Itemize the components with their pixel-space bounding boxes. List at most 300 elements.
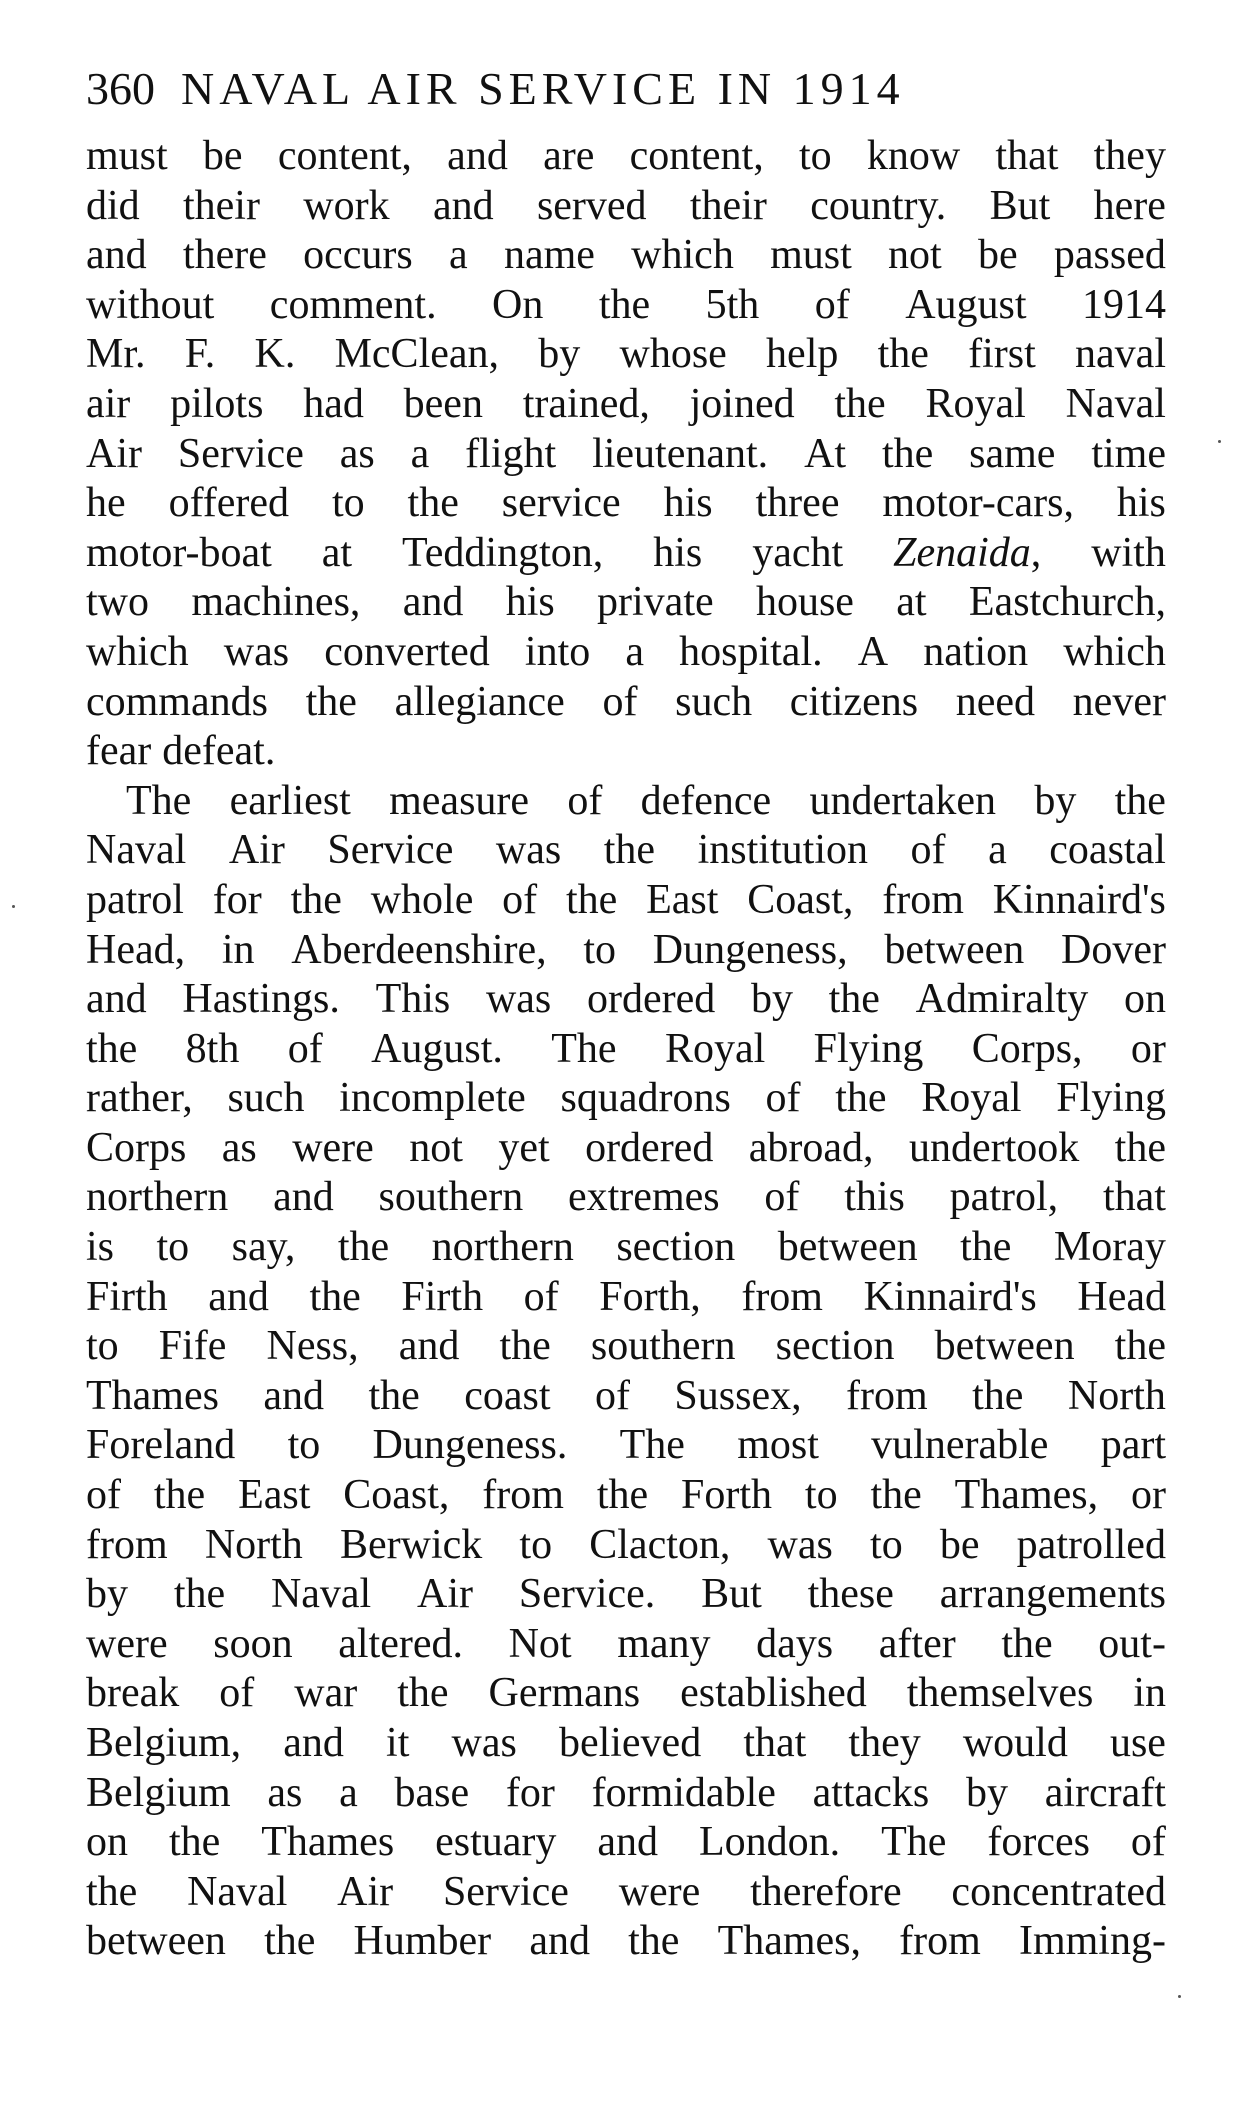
word: his: [663, 480, 713, 527]
word: was: [223, 628, 290, 675]
word: Imming-: [1018, 1918, 1166, 1965]
word: content,: [277, 133, 412, 179]
word: soon: [213, 1620, 293, 1667]
word: in: [1133, 1670, 1166, 1717]
word: such: [227, 1075, 305, 1122]
word: Thames,: [954, 1472, 1099, 1519]
word: At: [804, 430, 847, 477]
word: of: [764, 1174, 800, 1221]
word: Ness,: [266, 1323, 359, 1370]
word: was: [495, 827, 562, 874]
text-line: [86, 1421, 1166, 1471]
word: the: [499, 1323, 551, 1370]
word: three: [755, 480, 840, 527]
word: help: [766, 331, 839, 378]
word: by: [1034, 777, 1077, 824]
word: base: [394, 1769, 470, 1816]
body-text: [86, 132, 1166, 1967]
word: into: [524, 628, 591, 675]
word: Germans: [488, 1670, 641, 1717]
word: ordered: [586, 976, 716, 1023]
word: the: [835, 1075, 887, 1122]
word: the: [603, 827, 656, 874]
running-title: NAVAL AIR SERVICE IN 1914: [181, 63, 905, 114]
word: between: [934, 1323, 1075, 1370]
word: these: [807, 1571, 894, 1618]
word: of: [502, 876, 538, 923]
word: and: [208, 1273, 269, 1320]
word: and: [86, 232, 147, 279]
word: Thames: [86, 1372, 219, 1419]
word: that: [1102, 1174, 1166, 1221]
word: Belgium,: [86, 1720, 242, 1766]
word: time: [1091, 430, 1166, 477]
word: from: [482, 1472, 564, 1519]
word: Forth,: [599, 1273, 701, 1320]
word: the: [870, 1472, 922, 1519]
word: commands: [86, 678, 268, 725]
word: undertook: [908, 1124, 1080, 1171]
word: were: [618, 1868, 701, 1915]
text-line: [86, 380, 1166, 430]
word: most: [737, 1422, 819, 1469]
word: Aberdeenshire,: [291, 926, 547, 973]
word: with: [1091, 529, 1166, 576]
word: the: [407, 480, 459, 527]
word: and: [432, 182, 494, 229]
print-speck: [12, 905, 15, 908]
word: the: [828, 976, 880, 1023]
word: to: [287, 1422, 321, 1469]
word: work: [303, 182, 390, 229]
word: Service: [327, 827, 454, 874]
word: not: [888, 232, 942, 279]
word: Royal: [664, 1025, 766, 1072]
word: the: [337, 1224, 390, 1271]
word: their: [183, 182, 260, 229]
word: after: [878, 1620, 956, 1667]
word: Royal: [921, 1075, 1022, 1122]
word: and: [402, 579, 464, 626]
word: occurs: [303, 232, 413, 279]
word: of: [602, 678, 638, 725]
word: pilots: [170, 380, 264, 427]
word: and: [273, 1174, 334, 1221]
word: The: [551, 1025, 617, 1072]
word: therefore: [750, 1868, 902, 1915]
text-line: [86, 826, 1166, 876]
word: earliest: [229, 777, 351, 824]
word: defeat.: [162, 728, 276, 775]
word: section: [616, 1224, 736, 1271]
word: by: [750, 976, 793, 1023]
word: naval: [1075, 331, 1166, 378]
word: Air: [337, 1868, 394, 1915]
word: from: [846, 1372, 928, 1419]
word: not: [409, 1124, 463, 1171]
word: whole: [370, 876, 474, 923]
word: joined: [689, 380, 795, 427]
word: the: [1114, 1124, 1166, 1171]
text-line: [86, 678, 1166, 728]
text-line: [86, 1669, 1166, 1719]
word: of: [567, 777, 603, 824]
word: he: [86, 480, 126, 527]
word: northern: [86, 1174, 229, 1221]
text-line: [86, 1124, 1166, 1174]
word: had: [303, 380, 364, 427]
text-line: [86, 926, 1166, 976]
word: between: [777, 1224, 918, 1271]
word: rather,: [86, 1075, 193, 1122]
word: yacht: [752, 529, 844, 576]
word: machines,: [191, 579, 361, 626]
word: from: [882, 876, 964, 923]
word: of: [219, 1670, 255, 1717]
word: which: [631, 232, 734, 279]
word: the: [290, 876, 342, 923]
word: to: [870, 1521, 903, 1568]
text-line: [86, 1025, 1166, 1075]
word: the: [305, 678, 357, 725]
word: the: [881, 430, 934, 477]
word: part: [1100, 1422, 1166, 1469]
word: would: [962, 1720, 1068, 1766]
word: they: [848, 1720, 921, 1766]
word: Zenaida: [893, 529, 1031, 576]
word: was: [451, 1720, 517, 1766]
word: service: [501, 480, 621, 527]
word: Zenaida,: [893, 529, 1042, 576]
word: from: [86, 1521, 168, 1568]
word: North: [204, 1521, 303, 1568]
word: ordered: [585, 1124, 714, 1171]
word: Admiralty: [915, 976, 1089, 1023]
word: Fife: [158, 1323, 227, 1370]
text-line: [86, 281, 1166, 331]
word: Kinnaird's: [863, 1273, 1037, 1320]
word: established: [680, 1670, 867, 1717]
word: of: [814, 281, 850, 328]
word: name: [503, 232, 595, 279]
word: by: [965, 1769, 1008, 1816]
word: they: [1093, 133, 1166, 179]
word: a: [339, 1769, 358, 1816]
word: Air: [228, 827, 285, 874]
text-line: [86, 1223, 1166, 1273]
word: as: [267, 1769, 303, 1816]
word: section: [775, 1323, 895, 1370]
text-line: [86, 1521, 1166, 1571]
word: and: [597, 1819, 659, 1866]
word: and: [529, 1918, 590, 1965]
text-line: [86, 1471, 1166, 1521]
word: A: [857, 628, 889, 675]
word: it: [386, 1720, 410, 1766]
word: yet: [498, 1124, 550, 1171]
word: measure: [389, 777, 530, 824]
text-line: [86, 529, 1166, 579]
word: Moray: [1053, 1224, 1166, 1271]
word: to: [804, 1472, 838, 1519]
word: August: [905, 281, 1027, 328]
running-head: [86, 58, 1166, 120]
word: the: [1114, 1323, 1166, 1370]
word: know: [866, 133, 961, 179]
word: Eastchurch,: [968, 579, 1166, 626]
word: vulnerable: [871, 1422, 1049, 1469]
word: many: [617, 1620, 711, 1667]
word: Air: [417, 1571, 474, 1618]
word: air: [86, 380, 131, 427]
book-page: [86, 58, 1166, 1967]
word: Flying: [813, 1025, 924, 1072]
word: of: [86, 1472, 121, 1519]
word: Sussex,: [674, 1372, 802, 1419]
word: and: [263, 1372, 325, 1419]
text-line: [86, 1818, 1166, 1868]
word: Dungeness.: [372, 1422, 568, 1469]
word: between: [86, 1918, 226, 1965]
word: content,: [629, 133, 764, 179]
word: of: [523, 1273, 559, 1320]
text-line: [86, 182, 1166, 232]
word: the: [397, 1670, 449, 1717]
word: southern: [378, 1174, 524, 1221]
word: undertaken: [809, 777, 997, 824]
word: aircraft: [1044, 1769, 1166, 1816]
word: Royal: [925, 380, 1026, 427]
word: the: [264, 1918, 316, 1965]
word: was: [767, 1521, 833, 1568]
word: hospital.: [679, 628, 823, 675]
word: at: [321, 529, 353, 576]
word: that: [995, 133, 1059, 179]
word: must: [86, 133, 168, 179]
word: extremes: [568, 1174, 720, 1221]
word: first: [968, 331, 1036, 378]
word: abroad,: [748, 1124, 874, 1171]
word: in: [221, 926, 255, 973]
word: the: [877, 331, 929, 378]
word: comment.: [269, 281, 437, 328]
word: Flying: [1056, 1075, 1166, 1122]
word: fear: [86, 728, 152, 775]
word: But: [701, 1571, 762, 1618]
text-line: [86, 1570, 1166, 1620]
word: which: [86, 628, 189, 675]
word: institution: [697, 827, 868, 874]
word: 5th: [705, 281, 760, 328]
word: Corps: [86, 1124, 187, 1171]
word: southern: [590, 1323, 736, 1370]
word: to: [86, 1323, 119, 1370]
word: Thames,: [717, 1918, 862, 1965]
word: Naval: [86, 827, 187, 874]
word: incomplete: [339, 1075, 526, 1122]
text-line: [86, 975, 1166, 1025]
word: But: [989, 182, 1051, 229]
word: the: [173, 1571, 226, 1618]
word: his: [653, 529, 703, 576]
word: here: [1093, 182, 1166, 229]
word: Service: [442, 1868, 569, 1915]
text-line: [86, 1372, 1166, 1422]
word: as: [221, 1124, 257, 1171]
word: Dungeness,: [652, 926, 848, 973]
word: squadrons: [560, 1075, 731, 1122]
word: on: [1124, 976, 1166, 1023]
word: the: [960, 1224, 1012, 1271]
word: break: [86, 1670, 180, 1717]
word: The: [881, 1819, 947, 1866]
word: served: [536, 182, 647, 229]
word: that: [743, 1720, 807, 1766]
word: war: [294, 1670, 358, 1717]
word: a: [625, 628, 645, 675]
word: Naval: [187, 1868, 288, 1915]
word: Belgium: [86, 1769, 231, 1816]
text-line: [86, 479, 1166, 529]
word: at: [896, 579, 927, 626]
word: such: [675, 678, 753, 725]
text-line: [86, 727, 1166, 777]
word: coastal: [1049, 827, 1166, 874]
word: citizens: [789, 678, 919, 725]
word: Naval: [1065, 380, 1166, 427]
word: themselves: [906, 1670, 1094, 1717]
text-line: [86, 1769, 1166, 1819]
word: Foreland: [86, 1422, 236, 1469]
word: Hastings.: [182, 976, 340, 1023]
word: the: [1001, 1620, 1053, 1667]
text-line: [86, 1917, 1166, 1967]
word: Firth: [86, 1273, 168, 1320]
word: Mr.: [86, 331, 146, 378]
word: Head,: [86, 926, 186, 973]
word: from: [899, 1918, 981, 1965]
word: private: [597, 579, 714, 626]
word: August.: [371, 1025, 503, 1072]
word: 8th: [185, 1025, 240, 1072]
word: must: [770, 232, 852, 279]
word: the: [1114, 777, 1166, 824]
text-line: [86, 430, 1166, 480]
word: which: [1063, 628, 1166, 675]
word: whose: [619, 331, 727, 378]
word: their: [689, 182, 767, 229]
word: northern: [431, 1224, 574, 1271]
word: were: [86, 1620, 168, 1667]
word: by: [86, 1571, 128, 1618]
word: was: [485, 976, 552, 1023]
word: motor-cars,: [882, 480, 1074, 527]
word: Thames: [261, 1819, 395, 1866]
word: forces: [987, 1819, 1090, 1866]
word: K.: [254, 331, 296, 378]
word: for: [212, 876, 262, 923]
word: the: [628, 1918, 680, 1965]
word: arrangements: [939, 1571, 1166, 1618]
text-line: [86, 1322, 1166, 1372]
word: to: [798, 133, 832, 179]
word: Forth: [681, 1472, 773, 1519]
word: and: [86, 976, 147, 1023]
word: London.: [698, 1819, 841, 1866]
paragraph: [86, 132, 1166, 777]
word: to: [583, 926, 617, 973]
word: This: [375, 976, 451, 1023]
word: McClean,: [334, 331, 500, 378]
word: use: [1109, 1720, 1166, 1766]
word: Air: [86, 430, 142, 477]
word: of: [1130, 1819, 1166, 1866]
word: to: [519, 1521, 553, 1568]
word: North: [1067, 1372, 1166, 1419]
word: or: [1130, 1472, 1166, 1519]
text-line: [86, 1074, 1166, 1124]
word: days: [756, 1620, 834, 1667]
word: offered: [168, 480, 290, 527]
word: be: [202, 133, 243, 179]
word: Naval: [270, 1571, 372, 1618]
word: trained,: [522, 380, 650, 427]
word: passed: [1053, 232, 1166, 279]
word: attacks: [812, 1769, 930, 1816]
word: Firth: [401, 1273, 484, 1320]
word: be: [939, 1521, 980, 1568]
word: the: [86, 1868, 138, 1915]
word: Humber: [353, 1918, 492, 1965]
text-line: [86, 330, 1166, 380]
word: between: [884, 926, 1025, 973]
word: were: [292, 1124, 374, 1171]
word: Coast,: [747, 876, 854, 923]
word: of: [910, 827, 946, 874]
text-line: [86, 1273, 1166, 1323]
word: estuary: [435, 1819, 557, 1866]
word: altered.: [338, 1620, 463, 1667]
text-line: [86, 628, 1166, 678]
word: never: [1072, 678, 1166, 725]
word: been: [403, 380, 483, 427]
word: as: [339, 430, 375, 477]
word: without: [86, 281, 215, 328]
word: Berwick: [339, 1521, 483, 1568]
word: East: [238, 1472, 311, 1519]
word: house: [755, 579, 854, 626]
text-line: [86, 578, 1166, 628]
word: country.: [810, 182, 947, 229]
word: and: [283, 1720, 344, 1766]
word: need: [955, 678, 1036, 725]
word: this: [844, 1174, 905, 1221]
word: to: [156, 1224, 190, 1271]
word: formidable: [591, 1769, 776, 1816]
word: his: [505, 579, 555, 626]
word: by: [538, 331, 581, 378]
word: a: [449, 232, 468, 279]
text-line: [86, 1868, 1166, 1918]
word: The: [126, 777, 192, 824]
word: are: [543, 133, 595, 179]
word: Dover: [1061, 926, 1166, 973]
word: Corps,: [971, 1025, 1083, 1072]
word: converted: [324, 628, 490, 675]
word: the: [86, 1025, 138, 1072]
word: the: [598, 281, 651, 328]
page-number: 360: [86, 63, 155, 114]
